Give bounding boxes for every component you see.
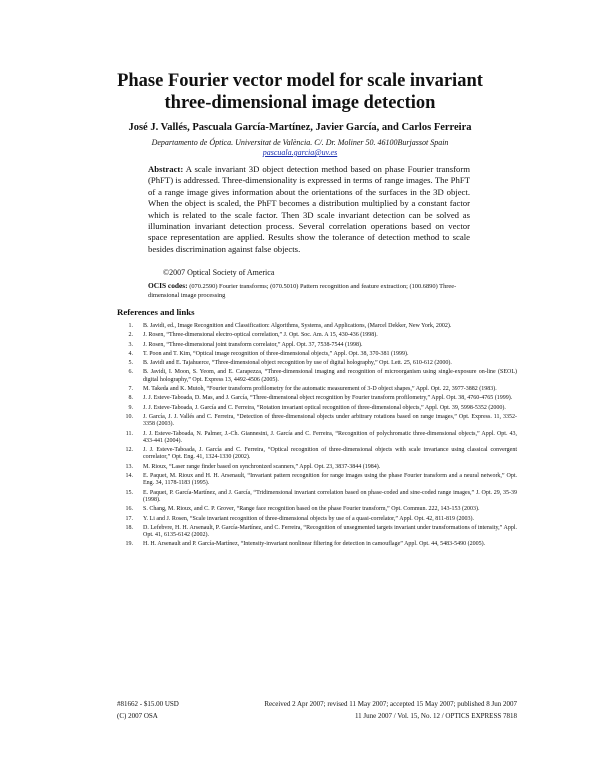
reference-text: M. Rioux, “Laser range finder based on synchronized scanners,” Appl. Opt. 23, 3837-3844 (1984).	[143, 463, 381, 470]
affiliation: Departamento de Óptica. Universitat de València. C/. Dr. Moliner 50. 46100Burjassot Spain	[151, 138, 449, 147]
reference-number: 1.	[128, 323, 133, 329]
reference-item	[117, 541, 517, 548]
affiliation-block	[60, 138, 540, 158]
reference-text: S. Chang, M. Rioux, and C. P. Grover, “Range face recognition based on the phase Fourier transform,” Opt. Commun. 222, 143-153 (2003).	[143, 506, 480, 513]
reference-number: 19.	[125, 541, 133, 548]
reference-text: J. J. Esteve-Taboada, D. Mas, and J. García, “Three-dimensional object recognition by Fourier transform profilometry,” Appl. Opt. 38, 4760-4765 (1999).	[143, 395, 513, 402]
reference-text: E. Paquet, P. García-Martínez, and J. García, “Tridimensional invariant correlation based on phase-coded and sine-coded range images,” J. Opt. 29, 35-39 (1998).	[143, 489, 517, 503]
reference-number: 3.	[128, 341, 133, 348]
reference-number: 10.	[125, 413, 133, 420]
reference-item	[117, 351, 517, 358]
reference-text: T. Poon and T. Kim, “Optical image recognition of three-dimensional objects,” Appl. Opt. 38, 370-381 (1999).	[143, 350, 409, 357]
title-line-1: Phase Fourier vector model for scale invariant	[117, 71, 483, 91]
reference-list	[117, 323, 517, 551]
reference-number: 12.	[125, 447, 133, 454]
reference-text: E. Paquet, M. Rioux and H. H. Arsenault, “Invariant pattern recognition for range images using the phase Fourier transform and a neural network,” Opt. Eng. 34, 1178-1183 (1995).	[143, 473, 517, 487]
reference-number: 16.	[125, 506, 133, 513]
reference-number: 9.	[128, 404, 133, 411]
footer-received: Received 2 Apr 2007; revised 11 May 2007; accepted 15 May 2007; published 8 Jun 2007	[264, 700, 517, 708]
copyright-notice: ©2007 Optical Society of America	[163, 268, 275, 277]
reference-number: 2.	[128, 332, 133, 339]
reference-text: B. Javidi, I. Moon, S. Yeom, and E. Carapezza, “Three-dimensional imaging and recognition of microorganism using single-exposure on-line (SEOL) digital holography,” Opt. Express 13, 4492-4506 (2005).	[143, 369, 517, 383]
reference-item	[117, 360, 517, 367]
reference-text: J. García, J. J. Vallés and C. Ferreira, “Detection of three-dimensional objects under arbitrary rotations based on range images,” Opt. Express. 11, 3352-3358 (2003).	[143, 413, 517, 428]
reference-item	[117, 342, 517, 349]
title-line-2: three-dimensional image detection	[164, 93, 436, 113]
reference-text: J. Rosen, “Three-dimensional joint transform correlator,” Appl. Opt. 37, 7538-7544 (1998).	[143, 341, 363, 348]
reference-number: 18.	[125, 524, 133, 531]
reference-number: 7.	[128, 386, 133, 393]
reference-item	[117, 323, 517, 330]
reference-number: 13.	[125, 463, 133, 470]
reference-item	[117, 405, 517, 412]
reference-item	[117, 431, 517, 446]
reference-text: B. Javidi, ed., Image Recognition and Classification: Algorithms, Systems, and Applications, (Marcel Dekker, New York, 2002).	[143, 323, 452, 329]
reference-number: 11.	[125, 430, 133, 437]
reference-number: 15.	[125, 489, 133, 496]
reference-item	[117, 490, 517, 505]
reference-item	[117, 525, 517, 540]
ocis-codes	[148, 282, 470, 300]
reference-item	[117, 332, 517, 339]
reference-item	[117, 464, 517, 471]
reference-item	[117, 447, 517, 462]
email-link[interactable]: pascuala.garcia@uv.es	[262, 148, 338, 157]
reference-text: J. J. Esteve-Taboada, J. García and C. Ferreira, “Rotation invariant optical recognition of three-dimensional objects,” Appl. Opt. 39, 5998-5352 (2000).	[143, 404, 506, 411]
footer-copyright: (C) 2007 OSA	[117, 712, 158, 720]
reference-item	[117, 473, 517, 488]
reference-item	[117, 369, 517, 384]
reference-text: M. Takeda and K. Mutoh, “Fourier transform profilometry for the automatic measurement of 3-D object shapes,” Appl. Opt. 22, 3977-3882 (1983).	[143, 386, 497, 393]
reference-item	[117, 516, 517, 523]
reference-number: 5.	[128, 360, 133, 367]
reference-number: 17.	[125, 515, 133, 522]
ocis-text: (070.2590) Fourier transforms; (070.5010) Pattern recognition and feature extraction; (100.6890) Three-dimensional image processing	[148, 283, 457, 299]
reference-text: J. J. Esteve-Taboada, J. García and C. Ferreira, “Optical recognition of three-dimensional objects with scale invariance using classical convergent correlator,” Opt. Eng. 41, 1324-1330 (2002).	[143, 447, 517, 461]
references-heading: References and links	[117, 307, 195, 317]
reference-text: Y. Li and J. Rosen, “Scale invariant recognition of three-dimensional objects by use of a quasi-correlator,” Appl. Opt. 42, 811-819 (2003).	[143, 515, 475, 522]
ocis-label: OCIS codes:	[148, 281, 188, 290]
paper-title	[60, 70, 540, 114]
reference-item	[117, 506, 517, 513]
reference-number: 6.	[128, 369, 133, 376]
reference-text: B. Javidi and E. Tajahuerce, “Three-dimensional object recognition by use of digital holography,” Opt. Lett. 25, 610-612 (2000).	[143, 360, 452, 367]
footer-journal: 11 June 2007 / Vol. 15, No. 12 / OPTICS EXPRESS 7818	[354, 712, 517, 720]
reference-text: D. Lefebvre, H. H. Arsenault, P. García-Martínez, and C. Ferreira, “Recognition of unsegmented targets invariant under transformations of intensity,” Appl. Opt. 41, 6135-6142 (2002).	[143, 524, 517, 539]
reference-number: 8.	[128, 395, 133, 402]
abstract-label: Abstract:	[148, 164, 184, 174]
reference-number: 14.	[125, 473, 133, 480]
author-list: José J. Vallés, Pascuala García-Martínez, Javier García, and Carlos Ferreira	[128, 122, 472, 133]
reference-text: J. Rosen, “Three-dimensional electro-optical correlation,” J. Opt. Soc. Am. A 15, 430-436 (1998).	[143, 332, 378, 339]
reference-item	[117, 414, 517, 429]
reference-text: H. H. Arsenault and P. García-Martínez, “Intensity-invariant nonlinear filtering for detection in camouflage” Appl. Opt. 44, 5483-5490 (2005).	[143, 541, 486, 548]
reference-number: 4.	[128, 350, 133, 357]
reference-item	[117, 386, 517, 393]
footer-price: #81662 - $15.00 USD	[117, 700, 179, 708]
abstract	[148, 164, 470, 255]
reference-text: J. J. Esteve-Taboada, N. Palmer, J.-Ch. Giannesini, J. García and C. Ferreira, “Recognition of polychromatic three-dimensional objects,” Appl. Opt. 43, 433-441 (2004).	[143, 430, 517, 444]
abstract-text: A scale invariant 3D object detection method based on phase Fourier transform (PhFT) is addressed. Three-dimensionality is expressed in terms of range images. The PhFT of a range image gives information about the orientations of the surfaces in the 3D object. When the object is scaled, the PhFT becomes a distribution multiplied by a constant factor which is related to the scale factor. Then 3D scale invariant detection can be solved as illumination invariant detection process. Several correlation operations based on vector space representation are applied. Results show the tolerance of detection method to scale besides discrimination against false objects.	[148, 164, 470, 254]
reference-item	[117, 395, 517, 402]
